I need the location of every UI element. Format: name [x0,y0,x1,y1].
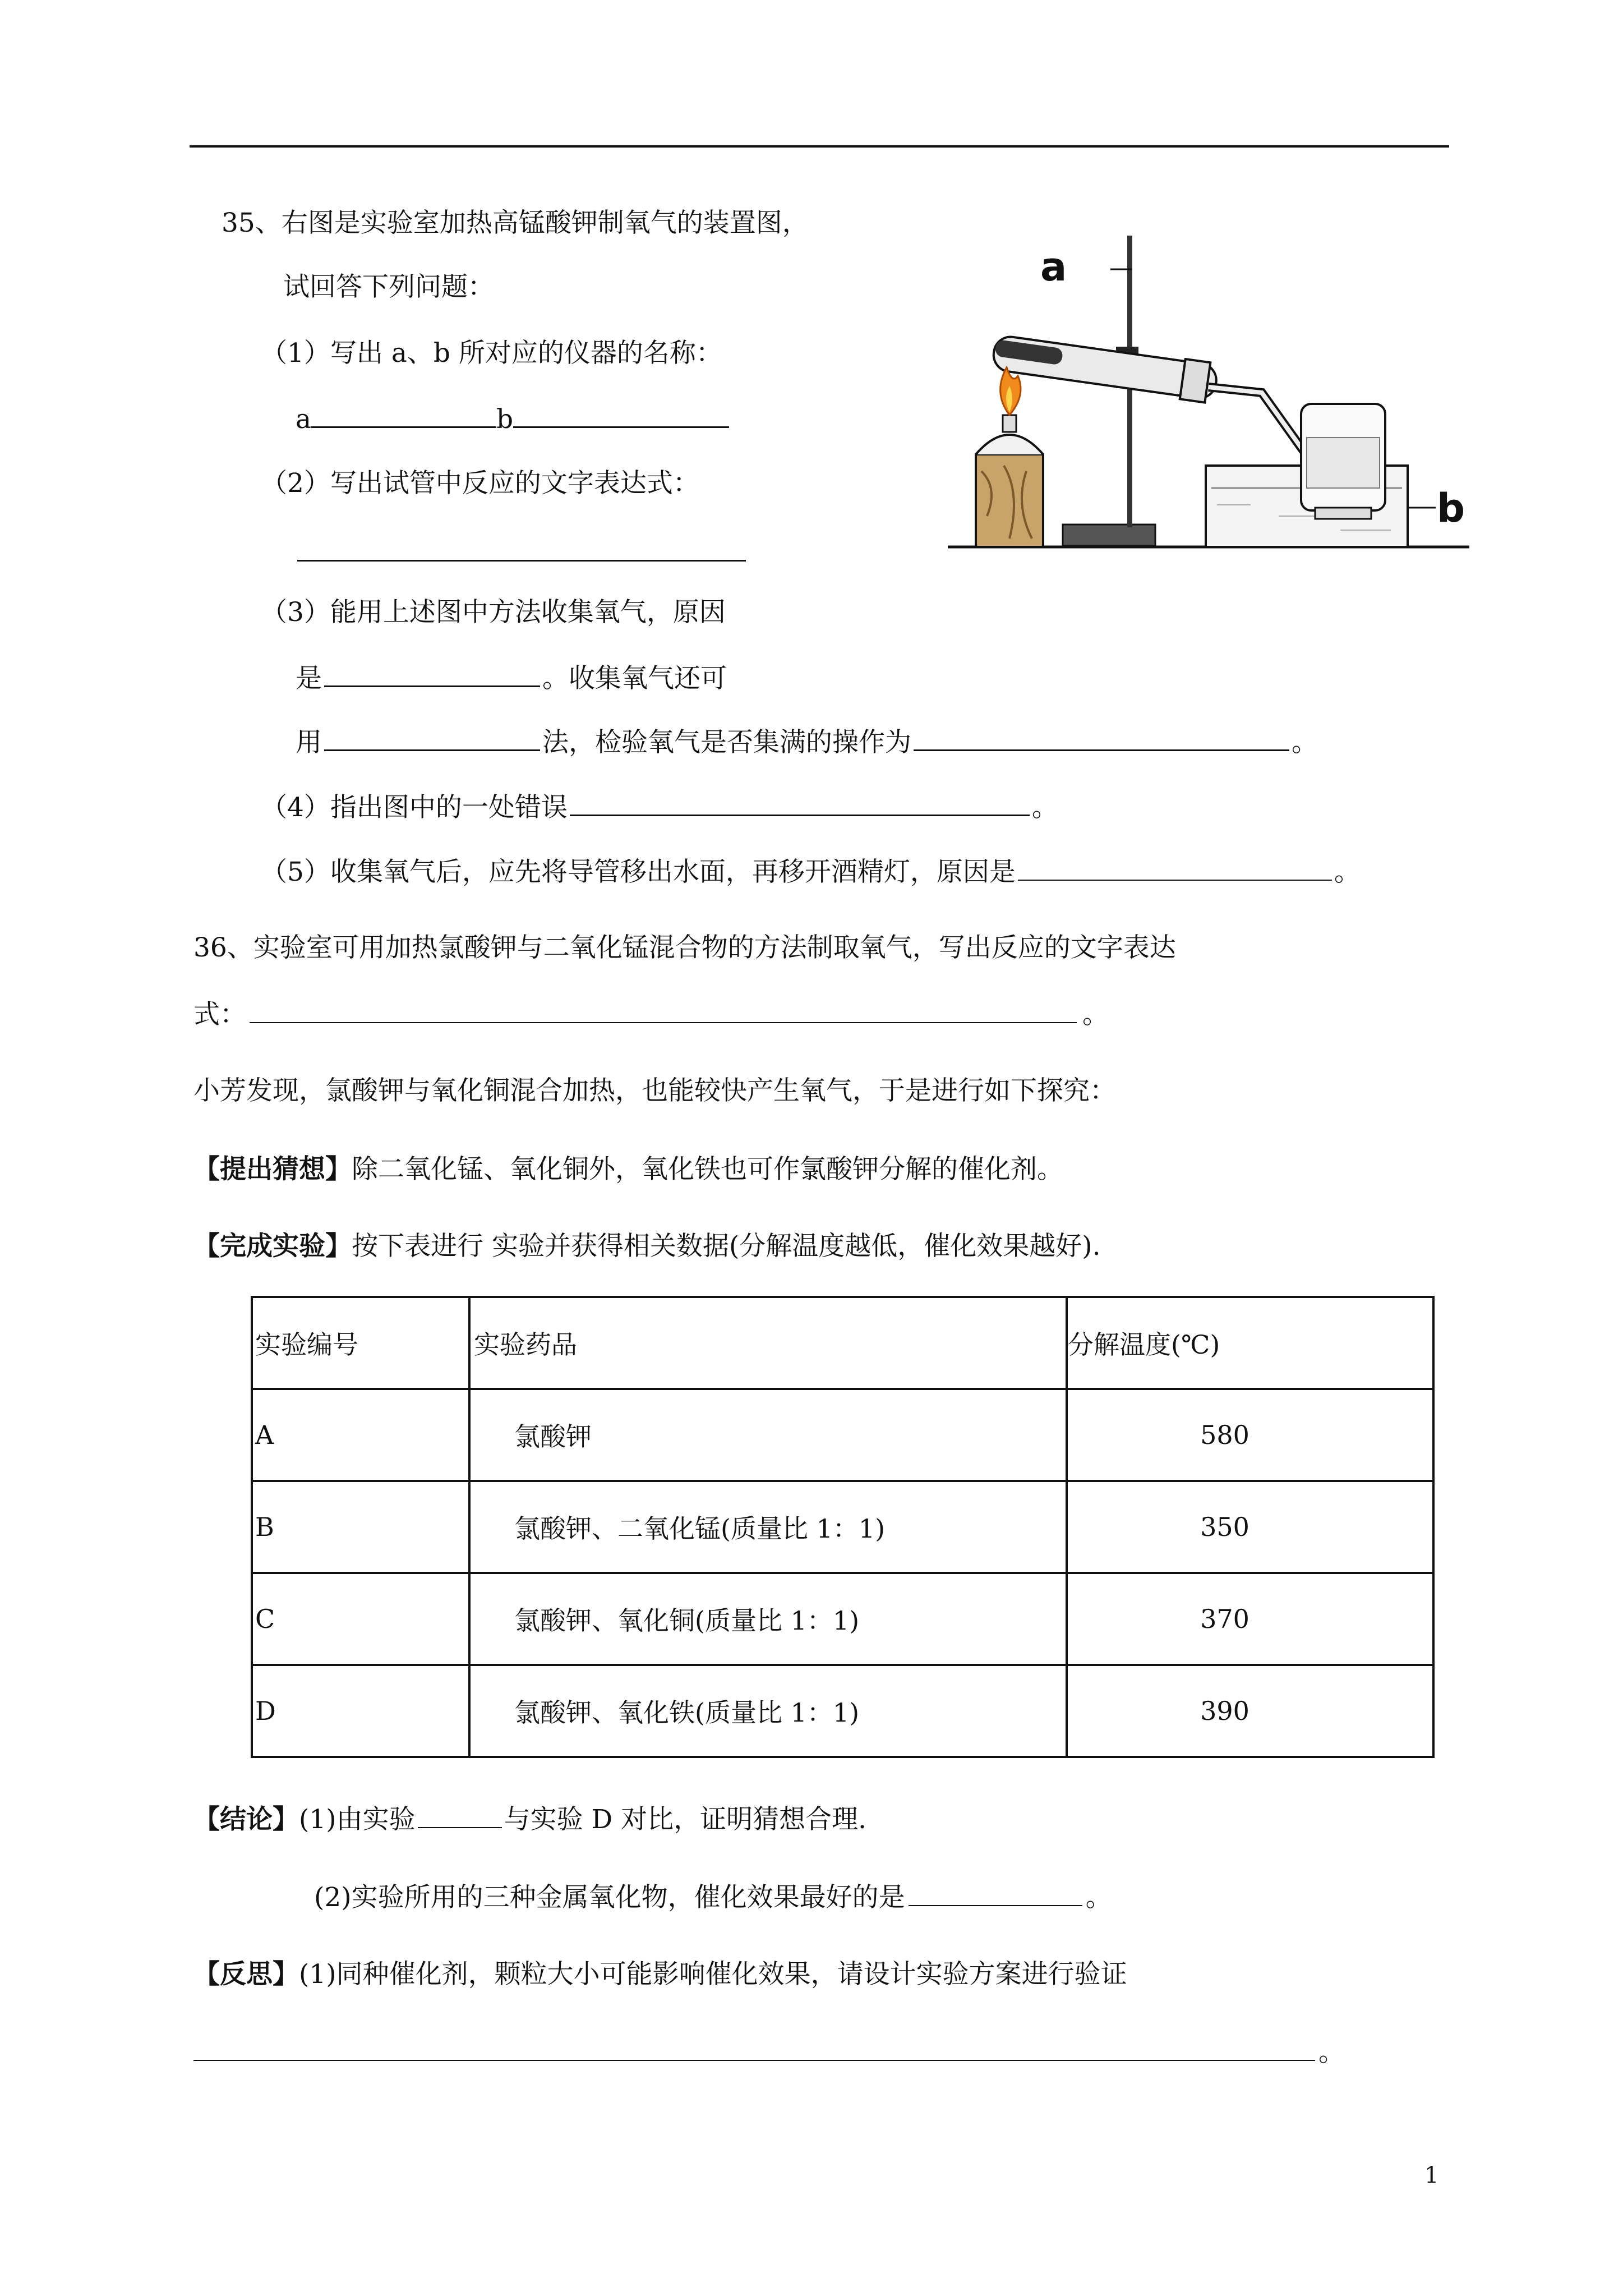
q36-line2-pre: 式： [193,999,246,1030]
header-temp: 分解温度(℃) [1067,1297,1433,1389]
row-temp: 350 [1067,1481,1433,1573]
q36-experiment [193,1230,1101,1263]
q35-part1-answer-line [296,402,729,436]
q35-part3-line3-mid: 法，检验氧气是否集满的操作为 [542,727,911,758]
experiment-tag: 【完成实验】 [193,1231,352,1262]
table-row [252,1665,1433,1757]
answer-blank-error[interactable] [570,790,1030,816]
answer-blank-method[interactable] [324,725,540,751]
q36-line2-end: 。 [1082,999,1109,1030]
answer-blank-why[interactable] [1018,855,1332,881]
header-id: 实验编号 [252,1297,469,1389]
row-temp: 370 [1067,1573,1433,1665]
table-header-row [252,1297,1433,1389]
oxygen-apparatus-figure [948,224,1481,561]
row-reagent: 氯酸钾 [514,1421,592,1452]
answer-blank-equation2[interactable] [250,997,1077,1023]
q35-part5-text: （5）收集氧气后，应先将导管移出水面，再移开酒精灯，原因是 [261,857,1016,887]
reflection-end: 。 [1318,2037,1345,2068]
q35-part3-line3-pre: 用 [296,727,322,758]
experiment-text: 按下表进行 实验并获得相关数据(分解温度越低，催化效果越好). [352,1231,1101,1262]
row-reagent: 氯酸钾、二氧化锰(质量比 1：1) [514,1513,886,1544]
row-id: A [252,1389,469,1481]
conclusion-tag: 【结论】 [193,1804,299,1835]
q35-label-a: a [296,404,312,435]
page-number: 1 [1424,2162,1439,2188]
q35-label-b: b [496,404,514,435]
q35-part3-line3 [296,725,1318,760]
row-reagent: 氯酸钾、氧化铜(质量比 1：1) [514,1605,860,1636]
q35-part4-text: （4）指出图中的一处错误 [261,792,568,823]
q35-part4-end: 。 [1031,792,1058,823]
row-id: C [252,1573,469,1665]
reflection1-text: (1)同种催化剂，颗粒大小可能影响催化效果，请设计实验方案进行验证 [299,1959,1127,1990]
row-reagent: 氯酸钾、氧化铁(质量比 1：1) [514,1697,860,1728]
q35-part3: （3）能用上述图中方法收集氧气，原因 [261,597,726,628]
row-id: D [252,1665,469,1757]
answer-blank-best-catalyst[interactable] [909,1880,1082,1906]
hypothesis-text: 除二氧化锰、氧化铜外，氧化铁也可作氯酸钾分解的催化剂。 [352,1154,1063,1185]
q35-part3-line2-post: 。收集氧气还可 [542,663,727,694]
conclusion1-post: 与实验 D 对比，证明猜想合理. [504,1804,867,1835]
answer-blank-reason[interactable] [324,661,540,687]
table-row [252,1573,1433,1665]
conclusion2-end: 。 [1085,1882,1112,1913]
conclusion2-pre: (2)实验所用的三种金属氧化物，催化效果最好的是 [314,1882,905,1913]
q35-part4 [261,790,1058,825]
q36-conclusion2 [314,1880,1112,1915]
q35-part3-line2-pre: 是 [296,663,322,694]
header-reagent: 实验药品 [469,1297,1067,1389]
header-rule [190,145,1449,148]
q35-part5-end: 。 [1334,857,1361,887]
q35-intro: 35、右图是实验室加热高锰酸钾制氧气的装置图， [222,208,809,238]
answer-blank-b[interactable] [513,402,729,428]
experiment-table [251,1296,1435,1758]
answer-blank-experiment[interactable] [418,1802,502,1828]
q36-conclusion1 [193,1802,866,1837]
q36-reflection [193,1958,1127,1991]
q36-discovery: 小芳发现，氯酸钾与氧化铜混合加热，也能较快产生氧气，于是进行如下探究： [193,1075,1116,1106]
q36-hypothesis [193,1153,1063,1186]
q35-part3-line2 [296,661,727,696]
answer-blank-equation[interactable] [297,560,746,562]
label-b: b [1437,485,1465,531]
hypothesis-tag: 【提出猜想】 [193,1154,352,1185]
answer-blank-check[interactable] [914,725,1289,751]
row-temp: 390 [1067,1665,1433,1757]
q35-part1: （1）写出 a、b 所对应的仪器的名称： [261,338,722,369]
q35-intro2: 试回答下列问题： [283,272,494,302]
table-row [252,1389,1433,1481]
row-temp: 580 [1067,1389,1433,1481]
answer-blank-a[interactable] [311,402,496,428]
q35-part2: （2）写出试管中反应的文字表达式： [261,468,699,499]
answer-blank-design[interactable] [193,2035,1315,2061]
conclusion1-pre: (1)由实验 [299,1804,416,1835]
q36-line1: 36、实验室可用加热氯酸钾与二氧化锰混合物的方法制取氧气，写出反应的文字表达 [193,932,1176,963]
table-row [252,1481,1433,1573]
q35-part3-line3-end: 。 [1292,727,1318,758]
q35-part5 [261,855,1361,889]
q36-reflection-answer [193,2035,1345,2069]
row-id: B [252,1481,469,1573]
reflection-tag: 【反思】 [193,1959,299,1990]
q36-line2 [193,997,1109,1032]
label-a: a [1040,244,1067,290]
